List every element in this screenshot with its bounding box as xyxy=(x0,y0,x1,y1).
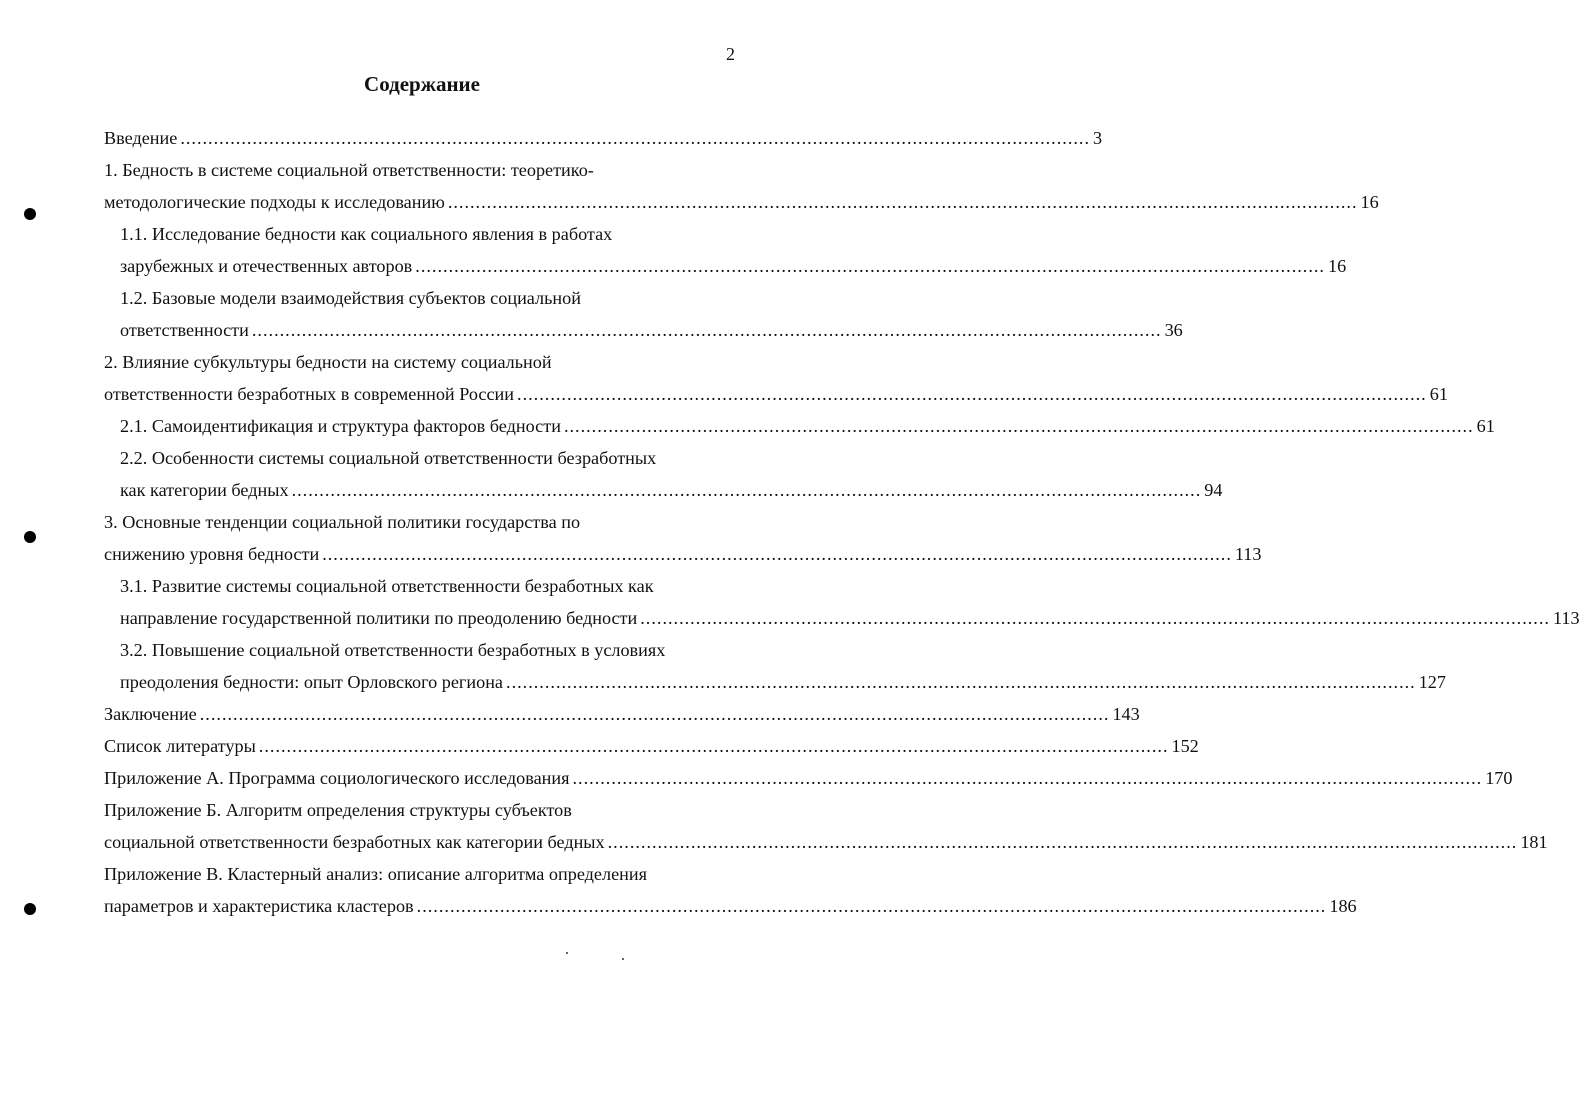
toc-entry-text: 1.2. Базовые модели взаимодействия субъектов социальной xyxy=(120,288,581,308)
toc-entry-appendix-c-line2[interactable] xyxy=(104,890,1357,922)
toc-entry-intro[interactable] xyxy=(104,122,1103,154)
toc-entry-text: 1.1. Исследование бедности как социального явления в работах xyxy=(120,224,613,244)
toc-page-number: 181 xyxy=(1520,832,1548,852)
toc-entry-text: 2.2. Особенности системы социальной ответственности безработных xyxy=(120,448,657,468)
toc-page-number: 127 xyxy=(1418,672,1446,692)
toc-entry-text: направление государственной политики по преодолению бедности xyxy=(120,608,638,628)
binder-hole-mark xyxy=(24,531,36,543)
toc-entry-ch1-2-line1[interactable] xyxy=(120,282,740,314)
toc-entry-ch1-line2[interactable] xyxy=(104,186,1379,218)
toc-entry-conclusion[interactable] xyxy=(104,698,1140,730)
toc-entry-text: Приложение Б. Алгоритм определения структуры субъектов xyxy=(104,800,572,820)
toc-page-number: 36 xyxy=(1164,320,1183,340)
toc-entry-ch3-2-line1[interactable] xyxy=(120,634,740,666)
scan-speck xyxy=(622,958,624,960)
toc-entry-text: 1. Бедность в системе социальной ответственности: теоретико- xyxy=(104,160,594,180)
toc-entry-ch2-1[interactable] xyxy=(120,410,1495,442)
toc-entry-text: 2.1. Самоидентификация и структура факторов бедности xyxy=(120,416,561,436)
toc-entry-text: Приложение А. Программа социологического исследования xyxy=(104,768,570,788)
toc-entry-text: методологические подходы к исследованию xyxy=(104,192,445,212)
toc-entry-text: Приложение В. Кластерный анализ: описание алгоритма определения xyxy=(104,864,647,884)
toc-entry-ch3-1-line1[interactable] xyxy=(120,570,740,602)
toc-page-number: 94 xyxy=(1204,480,1223,500)
dot-leader: .................................................................................................................................................................... xyxy=(258,736,1169,756)
page-title: Содержание xyxy=(364,72,480,96)
toc-entry-text: Заключение xyxy=(104,704,197,724)
toc-page-number: 16 xyxy=(1360,192,1379,212)
toc-page-number: 186 xyxy=(1329,896,1357,916)
toc-page-number: 61 xyxy=(1429,384,1448,404)
toc-page-number: 143 xyxy=(1112,704,1140,724)
toc-entry-text: ответственности xyxy=(120,320,249,340)
toc-entry-ch1-line1[interactable] xyxy=(104,154,740,186)
toc-page-number: 113 xyxy=(1234,544,1262,564)
toc-entry-references[interactable] xyxy=(104,730,1199,762)
toc-entry-ch2-line1[interactable] xyxy=(104,346,740,378)
binder-hole-mark xyxy=(24,903,36,915)
dot-leader: .................................................................................................................................................................... xyxy=(322,544,1232,564)
toc-entry-text: 3.1. Развитие системы социальной ответственности безработных как xyxy=(120,576,654,596)
binder-hole-mark xyxy=(24,208,36,220)
dot-leader: .................................................................................................................................................................... xyxy=(415,256,1325,276)
toc-entry-text: 2. Влияние субкультуры бедности на систему социальной xyxy=(104,352,552,372)
toc-page-number: 170 xyxy=(1485,768,1513,788)
toc-entry-text: параметров и характеристика кластеров xyxy=(104,896,414,916)
toc-page-number: 61 xyxy=(1476,416,1495,436)
dot-leader: .................................................................................................................................................................... xyxy=(416,896,1327,916)
dot-leader: .................................................................................................................................................................... xyxy=(180,128,1090,148)
toc-entry-appendix-a[interactable] xyxy=(104,762,1513,794)
toc-entry-appendix-b-line2[interactable] xyxy=(104,826,1548,858)
toc-page-number: 3 xyxy=(1093,128,1103,148)
toc-entry-text: преодоления бедности: опыт Орловского региона xyxy=(120,672,504,692)
toc-entry-ch1-1-line1[interactable] xyxy=(120,218,740,250)
toc-entry-text: 3.2. Повышение социальной ответственности безработных в условиях xyxy=(120,640,666,660)
toc-entry-ch1-2-line2[interactable] xyxy=(120,314,1183,346)
toc-entry-ch3-1-line2[interactable] xyxy=(120,602,1580,634)
toc-entry-ch3-line2[interactable] xyxy=(104,538,1262,570)
toc-page-number: 113 xyxy=(1552,608,1580,628)
dot-leader: .................................................................................................................................................................... xyxy=(640,608,1550,628)
dot-leader: .................................................................................................................................................................... xyxy=(563,416,1474,436)
toc-entry-text: зарубежных и отечественных авторов xyxy=(120,256,413,276)
dot-leader: .................................................................................................................................................................... xyxy=(291,480,1202,500)
toc-entry-ch3-2-line2[interactable] xyxy=(120,666,1446,698)
toc-entry-appendix-c-line1[interactable] xyxy=(104,858,740,890)
page-number: 2 xyxy=(726,44,735,64)
toc-entry-text: социальной ответственности безработных как категории бедных xyxy=(104,832,605,852)
scan-speck xyxy=(566,952,568,954)
toc-page-number: 152 xyxy=(1171,736,1199,756)
dot-leader: .................................................................................................................................................................... xyxy=(199,704,1110,724)
toc-entry-ch2-line2[interactable] xyxy=(104,378,1448,410)
toc-page-number: 16 xyxy=(1327,256,1347,276)
dot-leader: .................................................................................................................................................................... xyxy=(517,384,1427,404)
dot-leader: .................................................................................................................................................................... xyxy=(607,832,1518,852)
toc-entry-text: как категории бедных xyxy=(120,480,289,500)
dot-leader: .................................................................................................................................................................... xyxy=(447,192,1358,212)
toc-entry-ch3-line1[interactable] xyxy=(104,506,740,538)
toc-entry-text: 3. Основные тенденции социальной политики государства по xyxy=(104,512,581,532)
toc-entry-text: ответственности безработных в современной России xyxy=(104,384,515,404)
toc-entry-text: снижению уровня бедности xyxy=(104,544,320,564)
toc-entry-ch2-2-line1[interactable] xyxy=(120,442,740,474)
toc-entry-text: Список литературы xyxy=(104,736,256,756)
dot-leader: .................................................................................................................................................................... xyxy=(572,768,1483,788)
toc-entry-text: Введение xyxy=(104,128,178,148)
toc-entry-appendix-b-line1[interactable] xyxy=(104,794,740,826)
dot-leader: .................................................................................................................................................................... xyxy=(506,672,1416,692)
dot-leader: .................................................................................................................................................................... xyxy=(251,320,1162,340)
toc-entry-ch2-2-line2[interactable] xyxy=(120,474,1223,506)
toc-entry-ch1-1-line2[interactable] xyxy=(120,250,1347,282)
